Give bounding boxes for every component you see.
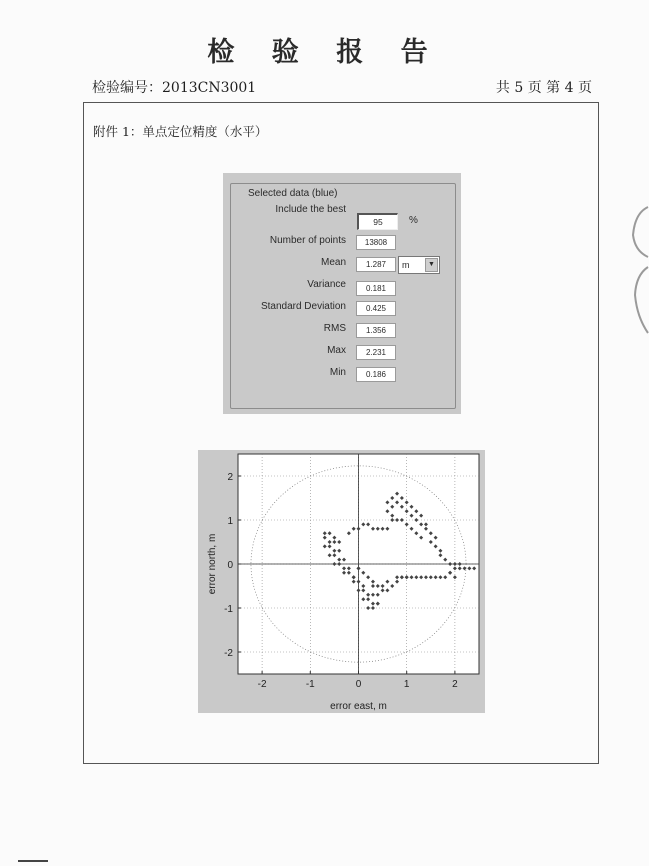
report-number: 检验编号：2013CN3001 xyxy=(92,80,257,96)
y-tick-label: -1 xyxy=(224,604,233,615)
x-axis-label: error east, m xyxy=(330,701,387,712)
stat-value-max: 2.231 xyxy=(356,345,396,360)
footer-mark xyxy=(18,860,48,862)
stat-value-points: 13808 xyxy=(356,235,396,250)
include-best-input[interactable]: 95 xyxy=(357,213,398,230)
y-tick-label: 0 xyxy=(227,560,233,571)
stat-value-rms: 1.356 xyxy=(356,323,396,338)
appendix-heading: 附件 1：单点定位精度（水平） xyxy=(93,124,268,139)
include-best-label: Include the best xyxy=(275,204,346,215)
x-tick-label: 2 xyxy=(452,679,458,690)
stat-label-max: Max xyxy=(327,345,346,356)
stat-label-mean: Mean xyxy=(320,257,346,268)
stat-label-min: Min xyxy=(329,367,346,378)
report-title: 检 验 报 告 xyxy=(207,37,442,68)
error-scatter-plot xyxy=(198,450,485,713)
stat-label-variance: Variance xyxy=(307,279,346,290)
x-tick-label: -2 xyxy=(257,679,267,690)
stat-value-mean: 1.287 xyxy=(356,257,396,272)
x-tick-label: 1 xyxy=(403,679,410,690)
percent-label: % xyxy=(409,215,418,226)
selected-data-groupbox xyxy=(230,183,456,409)
scatter-svg xyxy=(198,450,485,713)
x-tick-label: 0 xyxy=(355,679,362,690)
stat-label-points: Number of points xyxy=(269,235,346,246)
seal-stamp xyxy=(630,205,649,340)
stat-value-variance: 0.181 xyxy=(356,281,396,296)
unit-select[interactable] xyxy=(398,256,440,274)
chevron-down-icon[interactable]: ▼ xyxy=(425,258,438,272)
group-title: Selected data (blue) xyxy=(248,188,338,199)
unit-value: m xyxy=(402,260,410,270)
y-tick-label: -2 xyxy=(224,648,233,659)
y-tick-label: 1 xyxy=(227,516,233,527)
selected-data-panel xyxy=(223,173,461,414)
stat-label-std: Standard Deviation xyxy=(260,301,346,312)
page-info: 共 5 页 第 4 页 xyxy=(495,80,592,96)
stat-value-std: 0.425 xyxy=(356,301,396,316)
y-tick-label: 2 xyxy=(227,472,233,483)
x-tick-label: -1 xyxy=(305,679,315,690)
stat-label-rms: RMS xyxy=(323,323,346,334)
stat-value-min: 0.186 xyxy=(356,367,396,382)
y-axis-label: error north, m xyxy=(207,533,218,595)
